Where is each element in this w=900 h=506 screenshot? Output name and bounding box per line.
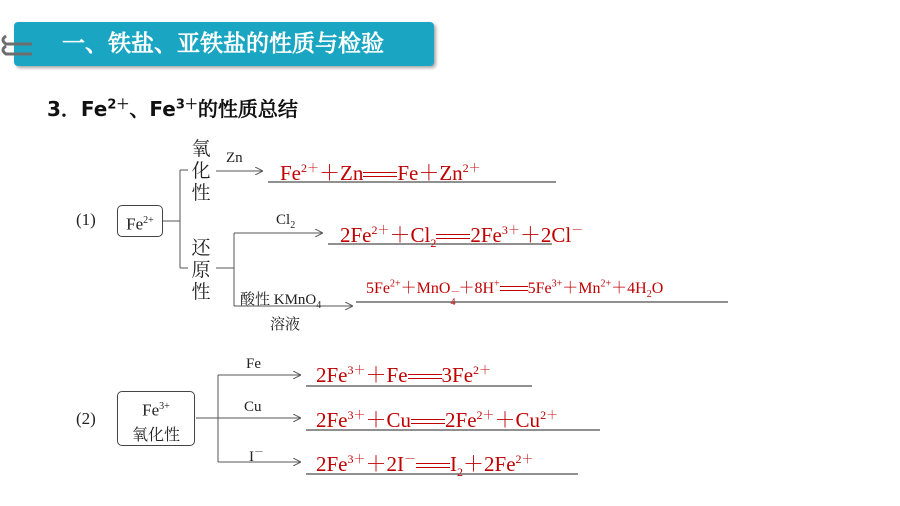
header-title: 一、铁盐、亚铁盐的性质与检验 <box>62 31 384 57</box>
equation-fe2-cl2: $2Fe^{2+}+Cl_2$ $2Fe^{3+}+2Cl^-$ <box>340 223 584 251</box>
part2-label: (2) <box>76 409 96 428</box>
cond-fe: Fe <box>246 356 261 372</box>
equation-fe3-cu: $2Fe^{3+}+Cu$ $2Fe^{2+}+Cu^{2+}$ <box>316 408 559 432</box>
cond-kmno4: 酸性 KMnO$_4$ <box>240 292 322 311</box>
part1-label: (1) <box>76 210 96 229</box>
cond-zn: Zn <box>226 150 243 166</box>
equation-fe3-fe: $2Fe^{3+}+Fe$ $3Fe^{2+}$ <box>316 363 492 387</box>
oxidizing-label: 氧化性 <box>191 138 211 204</box>
equation-fe2-kmno4: $5Fe^{2+}+MnO$ － 4 ＋8H+ $5Fe^{3+}+Mn^{2+}+4H_2O$ <box>366 278 664 308</box>
equation-fe2-zn: $Fe^{2+}+Zn$ $Fe+Zn^{2+}$ <box>280 161 481 185</box>
cond-cu: Cu <box>244 399 262 415</box>
fe2-box: $Fe^{2+}$ <box>117 205 163 237</box>
cond-solution: 溶液 <box>270 317 301 333</box>
fe3-box: $Fe^{3+}$ 氧化性 <box>117 391 195 446</box>
reducing-label: 还原性 <box>191 237 211 303</box>
cond-cl2: $Cl_2$ <box>276 212 296 231</box>
equation-fe3-iodide: $2Fe^{3+}+2I^-$ $I_2+2Fe^{2+}$ <box>316 452 534 480</box>
section-title: 3．$Fe^{2+}$、$Fe^{3+}$的性质总结 <box>47 97 298 121</box>
cond-iodide: I－ <box>249 447 264 465</box>
